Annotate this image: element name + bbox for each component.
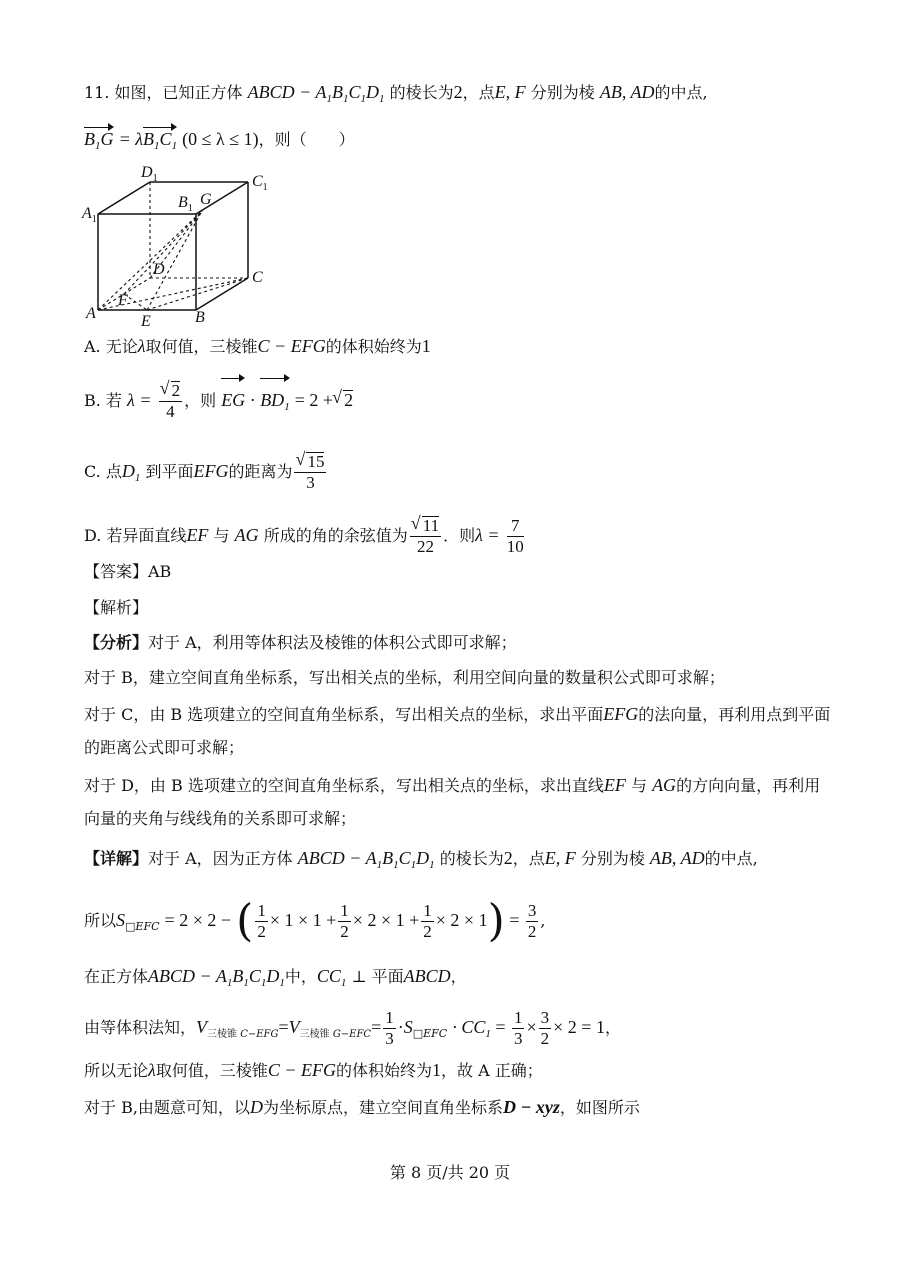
answer: 【答案】AB <box>84 562 172 581</box>
cube-figure <box>78 160 278 330</box>
label-a: A <box>86 305 96 322</box>
option-b: B. 若 λ = √ $\frac{2}{4}$ ，则 EG · $BD_1 = 2$ +√ 2 <box>84 378 840 423</box>
vector-b1g: $B_1G$ <box>84 129 114 152</box>
question-text: 的中点, <box>654 83 708 102</box>
analysis-c: 对于 C，由 B 选项建立的空间直角坐标系，写出相关点的坐标，求出平面EFG的法向量，再利用点到平面 <box>84 704 831 724</box>
page-footer: 第 8 页/共 20 页 <box>389 1163 511 1182</box>
edges-ab-ad: AB, AD <box>599 82 655 102</box>
question-text: 的棱长为 <box>389 83 454 102</box>
option-a: A. 无论λ取何值，三棱锥C − EFG的体积始终为1 <box>84 336 431 356</box>
vector-eg: EG <box>221 378 245 422</box>
detail-line-6: 对于 B,由题意可知，以D为坐标原点，建立空间直角坐标系D − xyz，如图所示 <box>84 1097 640 1117</box>
fraction: $\frac{1}{2}$ <box>423 901 432 941</box>
fraction: $\frac{3}{2}$ <box>527 901 537 941</box>
detail-line-3: 在正方体ABCD − $A_1B_1C_1D_1$中，$CC_1$ ⊥ 平面ABCD， <box>84 966 467 989</box>
label-d1: $D_1$ <box>141 164 158 184</box>
vector-bd1: $BD_1$ <box>260 378 290 422</box>
label-b1: $B_1$ <box>178 194 193 214</box>
label-b: B <box>195 309 205 326</box>
question-number: 11. <box>84 83 110 102</box>
fraction: √ $\frac{2}{4}$ <box>159 381 183 422</box>
question-line-1 <box>84 80 840 105</box>
label-c: C <box>252 269 263 286</box>
vector-b1c1: $B_1C_1$ <box>143 129 178 152</box>
label-f: F <box>118 292 128 309</box>
edge-length: 2 <box>453 82 463 102</box>
fraction: $\frac{1}{3}$ <box>385 1008 394 1048</box>
option-d: D. 若异面直线EF 与 AG 所成的角的余弦值为 √ $\frac{11}{22}$ ．则λ = $\frac{7}{10}$ <box>84 510 840 561</box>
question-text: 如图，已知正方体 <box>114 83 243 102</box>
fraction: $\frac{7}{10}$ <box>506 516 524 556</box>
label-g: G <box>200 191 212 208</box>
fraction: √ $\frac{15}{3}$ <box>294 452 326 493</box>
fraction: $\frac{1}{3}$ <box>513 1008 523 1048</box>
question-text: ，点 <box>462 83 495 102</box>
label-e: E <box>141 313 151 330</box>
lambda-range: (0 ≤ λ ≤ 1) <box>182 129 259 149</box>
label-d: D <box>153 261 165 278</box>
analysis-d-cont: 向量的夹角与线线角的关系即可求解； <box>84 809 357 828</box>
question-line-2 <box>84 127 840 152</box>
analysis-title: 【解析】 <box>84 598 149 617</box>
cube-name: ABCD − $A_1B_1C_1D_1$ <box>247 82 385 105</box>
detail-line-2: 所以$S_{□EFC} = 2 \times 2$ − ( $\frac{1}{2}$ × 1 × 1 + $\frac{1}{2}$ × 2 × 1 + $\frac{1}{2}$ × 2 × 1) = $\frac{3}{2}$ , <box>84 895 546 947</box>
fraction: $\frac{3}{2}$ <box>540 1008 550 1048</box>
option-c: C. 点$D_1$ 到平面EFG的距离为 √ $\frac{15}{3}$ <box>84 446 840 497</box>
points-ef: E, F <box>494 82 526 102</box>
analysis-c-cont: 的距离公式即可求解； <box>84 738 245 757</box>
detail-line-1: 【详解】对于 A，因为正方体 ABCD − $A_1B_1C_1D_1$ 的棱长为2，点E, F 分别为棱 AB, AD的中点, <box>84 848 758 871</box>
label-a1: $A_1$ <box>82 205 97 225</box>
analysis-b: 对于 B，建立空间直角坐标系，写出相关点的坐标，利用空间向量的数量积公式即可求解； <box>84 668 725 687</box>
lambda-eq: = λ <box>118 129 144 149</box>
analysis-d: 对于 D，由 B 选项建立的空间直角坐标系，写出相关点的坐标，求出直线EF 与 AG的方向向量，再利用 <box>84 775 821 795</box>
detail-line-4: 由等体积法知，$V_{三棱锥 C-EFG}=V_{三棱锥 G-EFC}=$ $\frac{1}{3}$ $\cdot S_{□EFC} \cdot CC_1$ = $\frac{1}{3}$ × $\frac{3}{2}$ × 2 = 1， <box>84 1008 621 1048</box>
question-text: ，则（ ） <box>258 130 355 149</box>
analysis-a: 【分析】对于 A，利用等体积法及棱锥的体积公式即可求解； <box>84 633 517 652</box>
fraction: $\frac{1}{2}$ <box>340 901 349 941</box>
fraction: √ $\frac{11}{22}$ <box>410 516 441 557</box>
detail-line-5: 所以无论λ取何值，三棱锥C − EFG的体积始终为1，故 A 正确； <box>84 1060 543 1080</box>
label-c1: $C_1$ <box>252 173 268 193</box>
fraction: $\frac{1}{2}$ <box>257 901 266 941</box>
question-text: 分别为棱 <box>530 83 595 102</box>
